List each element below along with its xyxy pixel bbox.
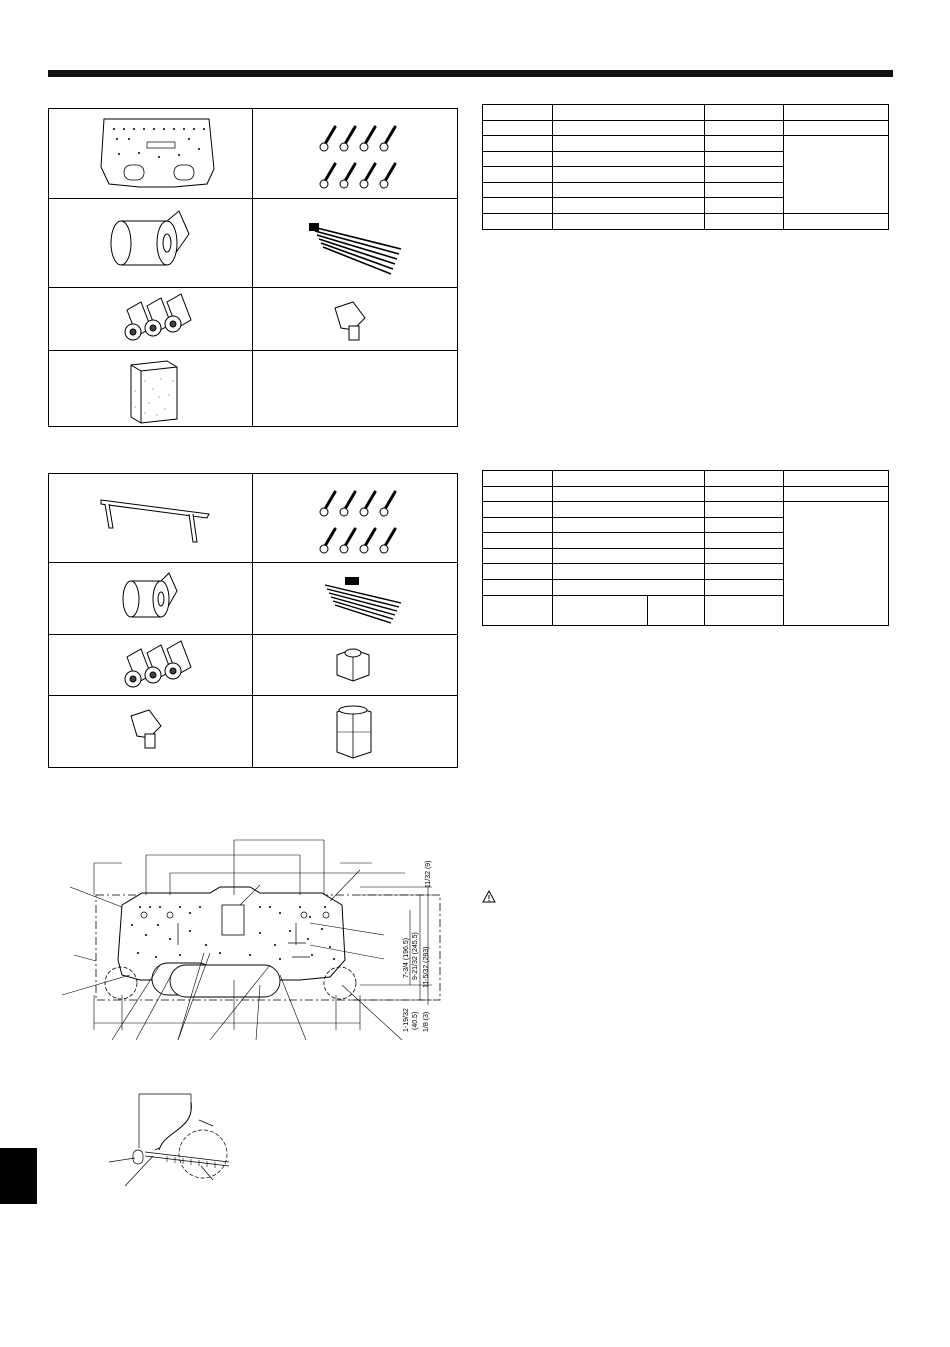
spec-table-2: [482, 470, 889, 626]
felt-block-illustration: [49, 351, 253, 427]
cable-ties-illustration: [253, 563, 458, 635]
accessory-grid-2: [48, 473, 458, 768]
accessory-cell-insulation-tubes: [49, 288, 253, 351]
accessory-cell-insulation-roll-2: [49, 563, 253, 635]
pipe-detail-drawing: [105, 1090, 235, 1190]
dim-label-bottom-offset-in: 1-19/32: [403, 1008, 410, 1032]
mounting-plate-dimension-drawing: [60, 835, 450, 1050]
accessory-cell-cable-ties: [253, 199, 458, 288]
flare-nut-illustration: [253, 696, 458, 768]
dim-label-mid-height: 9-21/32 (245.5): [412, 932, 419, 980]
accessory-cell-flare-nut: [253, 696, 458, 768]
accessory-cell-mounting-bracket: [49, 474, 253, 563]
top-rule: [48, 70, 893, 77]
dim-label-bottom-edge: 1/8 (3): [423, 1011, 430, 1032]
dim-label-bottom-offset-mm: (40.5): [412, 1011, 419, 1030]
accessory-cell-insulation-tubes-2: [49, 635, 253, 696]
warning-icon: [482, 890, 496, 903]
coupling-nut-illustration: [253, 635, 458, 696]
accessory-cell-insulation-roll: [49, 199, 253, 288]
accessory-cell-empty: [253, 351, 458, 427]
screws-illustration: [253, 474, 458, 563]
accessory-cell-flare-adapter: [253, 288, 458, 351]
spec-table-1: [482, 104, 889, 230]
dim-label-total-height: 11-5/32 (283): [423, 946, 430, 988]
accessory-cell-screws: [253, 109, 458, 199]
accessory-cell-flare-adapter-2: [49, 696, 253, 768]
accessory-cell-cable-ties-2: [253, 563, 458, 635]
insulation-tubes-illustration: [49, 288, 253, 351]
screws-illustration: [253, 109, 458, 199]
dim-label-hole-height: 7-3/4 (196.5): [403, 937, 410, 978]
accessory-cell-coupling-nut: [253, 635, 458, 696]
accessory-cell-screws-2: [253, 474, 458, 563]
insulation-roll-illustration: [49, 563, 253, 635]
flare-adapter-illustration: [253, 288, 458, 351]
mounting-plate-illustration: [49, 109, 253, 199]
side-language-tab: [0, 1148, 37, 1204]
flare-adapter-illustration: [49, 696, 253, 768]
mounting-bracket-illustration: [49, 474, 253, 563]
insulation-tubes-illustration: [49, 635, 253, 696]
accessory-grid-1: [48, 108, 458, 427]
insulation-roll-illustration: [49, 199, 253, 288]
dim-label-top-offset: 11/32 (9): [425, 860, 432, 888]
accessory-cell-mounting-plate: [49, 109, 253, 199]
cable-ties-illustration: [253, 199, 458, 288]
accessory-cell-felt-block: [49, 351, 253, 427]
